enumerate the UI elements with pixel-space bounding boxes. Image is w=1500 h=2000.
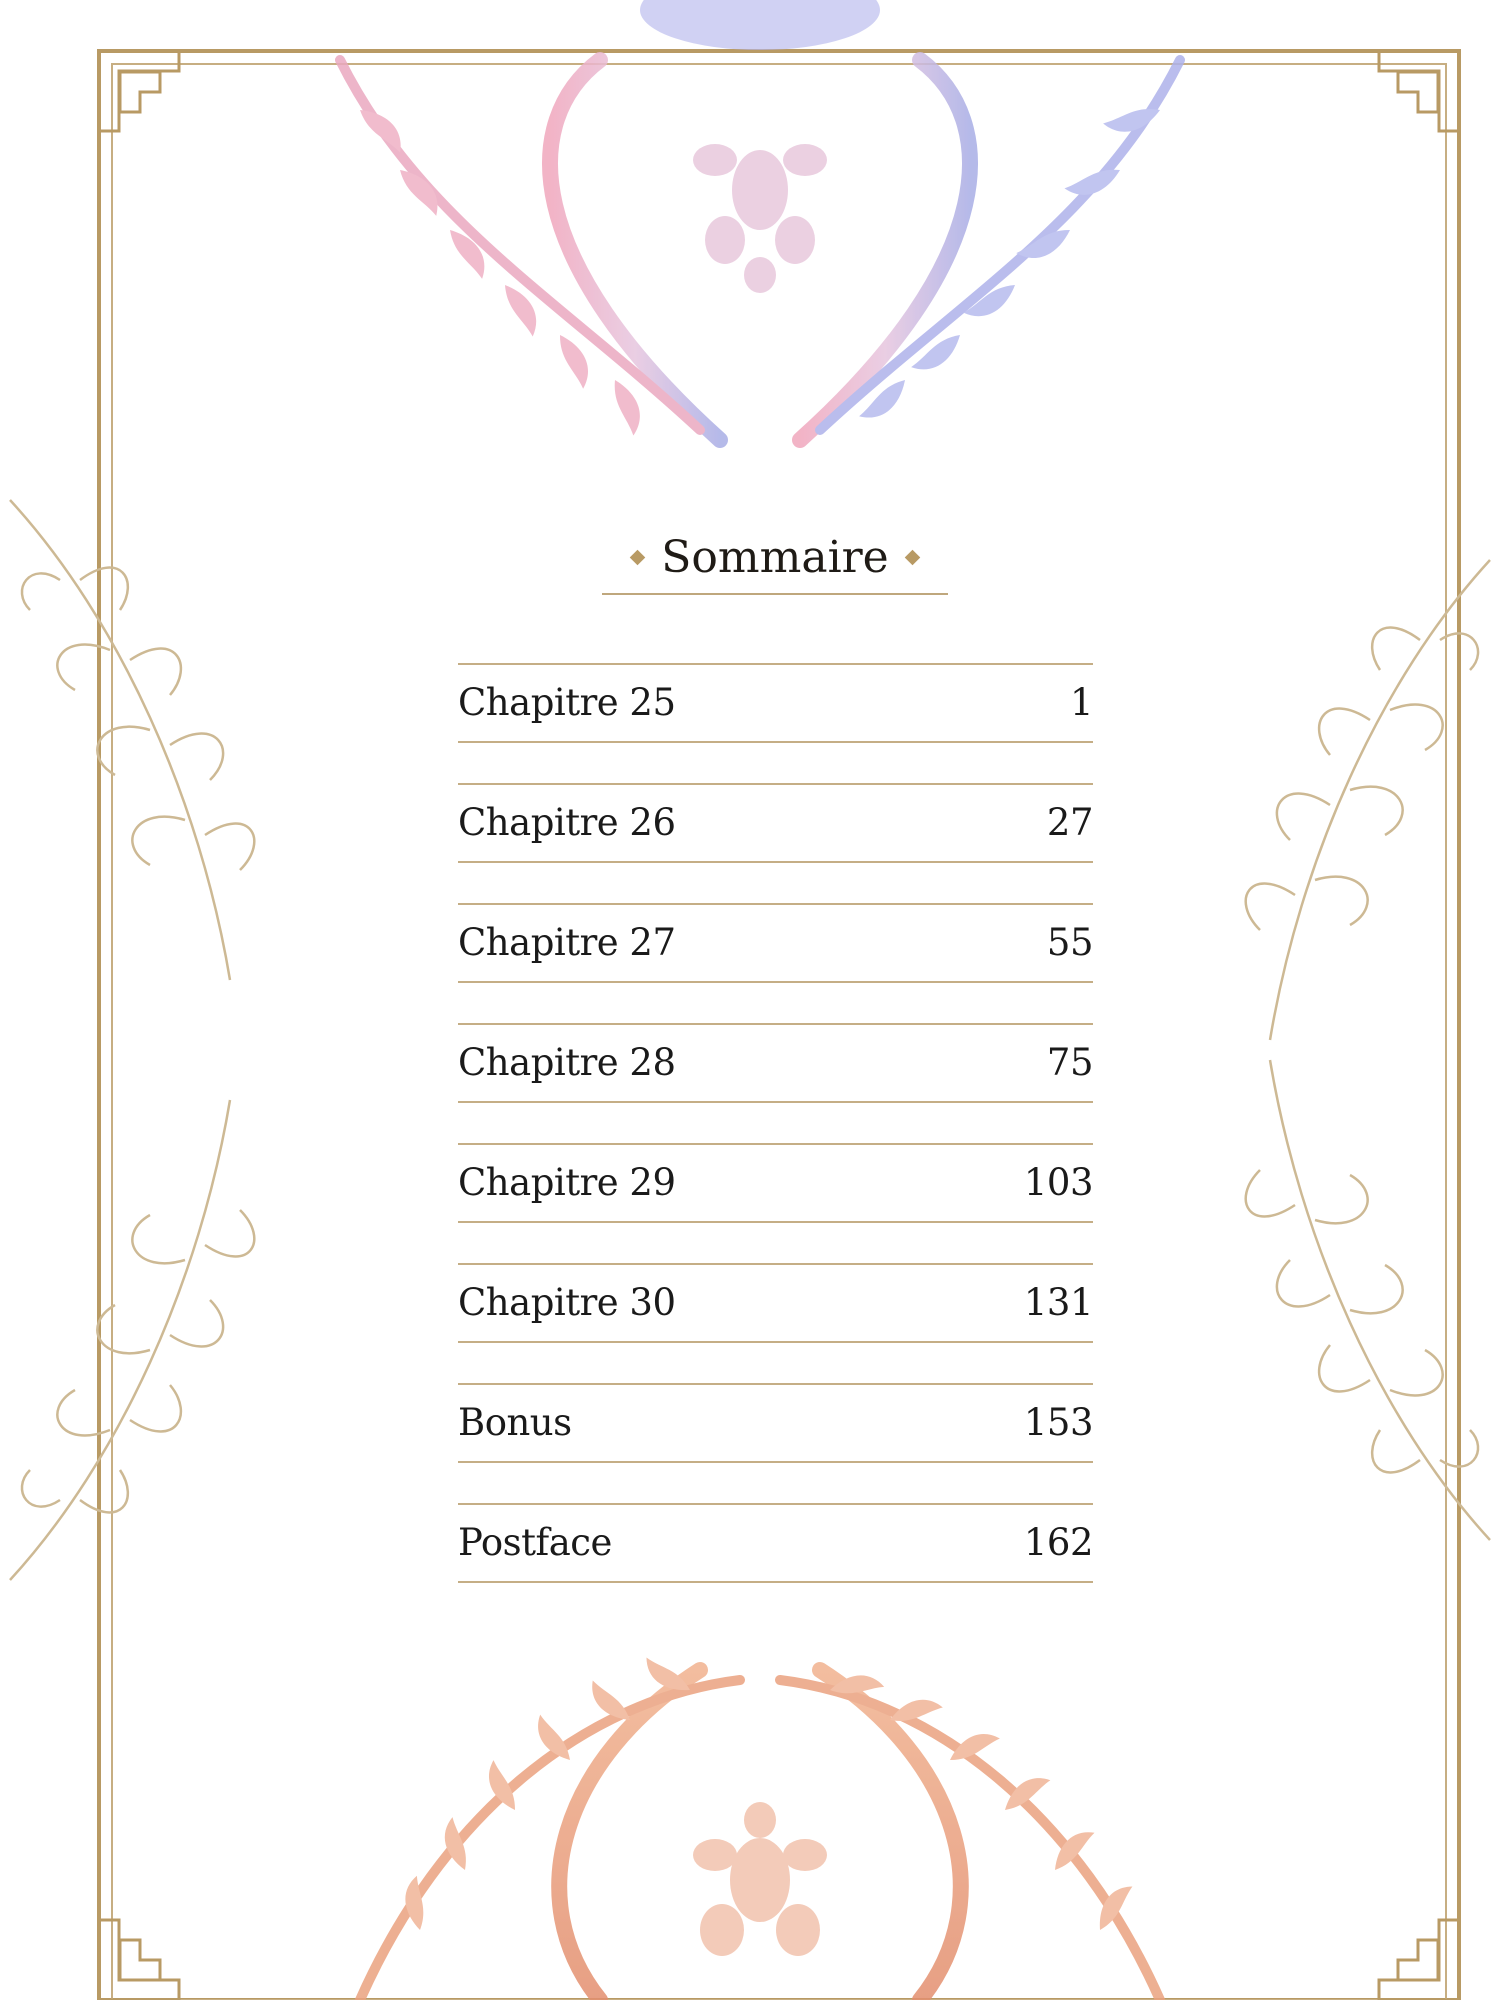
table-of-contents [458,663,1093,1623]
toc-entry-page: 153 [1023,1401,1093,1444]
bottom-floral-ornament [360,1658,1160,2000]
toc-entry-page: 162 [1023,1521,1093,1564]
toc-entry-label: Chapitre 29 [458,1161,676,1204]
toc-entry-label: Chapitre 28 [458,1041,676,1084]
toc-entry-label: Postface [458,1521,612,1564]
toc-entry-label: Bonus [458,1401,572,1444]
side-ornament-right-upper [1246,560,1490,1040]
toc-entry-page: 1 [1069,681,1093,724]
toc-entry-label: Chapitre 30 [458,1281,676,1324]
side-ornament-right-lower [1246,1060,1490,1540]
toc-entry[interactable] [458,1143,1093,1223]
toc-entry[interactable] [458,1503,1093,1583]
toc-entry-label: Chapitre 25 [458,681,676,724]
toc-entry-page: 103 [1023,1161,1093,1204]
toc-entry[interactable] [458,1023,1093,1103]
toc-entry[interactable] [458,903,1093,983]
toc-entry-page: 27 [1046,801,1093,844]
toc-heading [602,525,948,595]
top-floral-ornament [340,0,1180,440]
toc-entry-label: Chapitre 26 [458,801,676,844]
side-ornament-left-lower [10,1100,254,1580]
toc-entry[interactable] [458,783,1093,863]
toc-entry[interactable] [458,1263,1093,1343]
toc-entry-page: 75 [1046,1041,1093,1084]
side-ornament-left-upper [10,500,254,980]
toc-entry-page: 55 [1046,921,1093,964]
toc-title: Sommaire [661,532,889,583]
toc-entry-label: Chapitre 27 [458,921,676,964]
toc-entry[interactable] [458,1383,1093,1463]
toc-entry[interactable] [458,663,1093,743]
toc-entry-page: 131 [1023,1281,1093,1324]
